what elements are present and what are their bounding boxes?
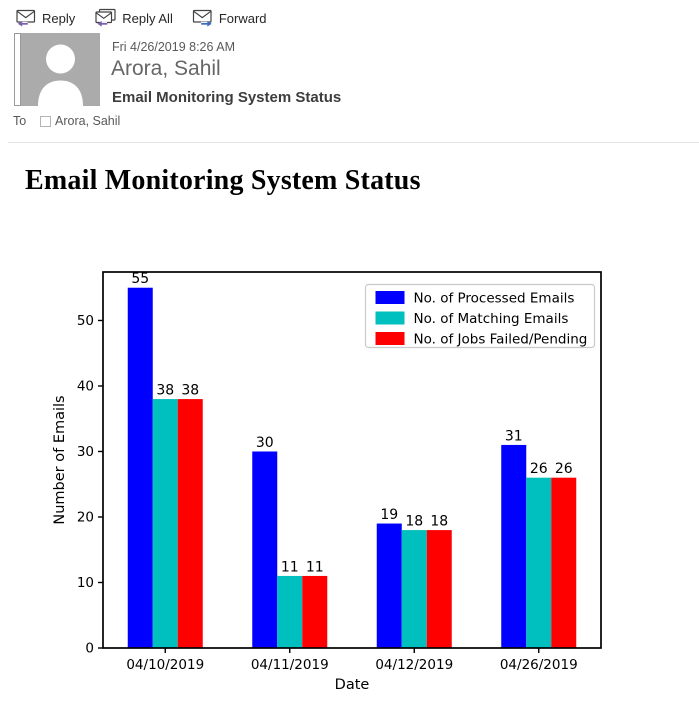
x-tick-label: 04/12/2019 — [375, 657, 454, 673]
y-tick-label: 20 — [76, 509, 94, 526]
sender-name[interactable]: Arora, Sahil — [111, 57, 221, 80]
y-tick-label: 0 — [85, 640, 94, 657]
legend-swatch — [376, 312, 405, 325]
bar-value-label: 26 — [554, 461, 573, 478]
bar-value-label: 11 — [305, 559, 324, 576]
body-heading: Email Monitoring System Status — [25, 165, 421, 196]
legend-label: No. of Matching Emails — [413, 311, 569, 327]
x-axis-label: Date — [334, 677, 370, 693]
message-timestamp: Fri 4/26/2019 8:26 AM — [112, 40, 235, 54]
chart-bar — [501, 445, 526, 648]
reply-all-button-label: Reply All — [122, 10, 173, 26]
y-tick-label: 10 — [76, 574, 94, 591]
bar-value-label: 11 — [280, 559, 299, 576]
bar-value-label: 30 — [255, 434, 274, 451]
bar-value-label: 18 — [405, 513, 424, 530]
reply-button-label: Reply — [42, 10, 76, 26]
recipient-name[interactable]: Arora, Sahil — [55, 114, 121, 128]
chart-bar — [153, 399, 178, 648]
chart-bar — [427, 530, 452, 648]
chart-bar — [252, 451, 277, 648]
chart-bar — [128, 288, 153, 648]
chart-bar — [551, 478, 576, 648]
bar-value-label: 38 — [156, 382, 175, 399]
chart-bar — [178, 399, 203, 648]
y-tick-label: 50 — [76, 312, 94, 329]
chart-bar — [302, 576, 327, 648]
chart-bar — [377, 524, 402, 648]
x-tick-label: 04/10/2019 — [126, 657, 205, 673]
y-axis-label: Number of Emails — [52, 395, 68, 525]
bar-value-label: 38 — [181, 382, 200, 399]
legend-label: No. of Jobs Failed/Pending — [413, 331, 588, 348]
x-tick-label: 04/26/2019 — [499, 657, 578, 673]
legend-swatch — [376, 332, 405, 345]
chart-bar — [402, 530, 427, 648]
bar-value-label: 19 — [380, 507, 399, 524]
chart-bar — [277, 576, 302, 648]
chart-bar — [526, 478, 551, 648]
bar-value-label: 31 — [504, 428, 523, 445]
to-label: To — [13, 114, 27, 128]
legend-label: No. of Processed Emails — [413, 290, 575, 307]
x-tick-label: 04/11/2019 — [250, 657, 329, 673]
y-tick-label: 40 — [76, 378, 94, 395]
legend-swatch — [376, 291, 405, 304]
bar-value-label: 18 — [430, 513, 449, 530]
y-tick-label: 30 — [76, 443, 94, 460]
bar-value-label: 55 — [131, 271, 150, 288]
forward-button-label: Forward — [218, 10, 267, 26]
message-subject: Email Monitoring System Status — [112, 89, 342, 106]
bar-value-label: 26 — [529, 461, 548, 478]
